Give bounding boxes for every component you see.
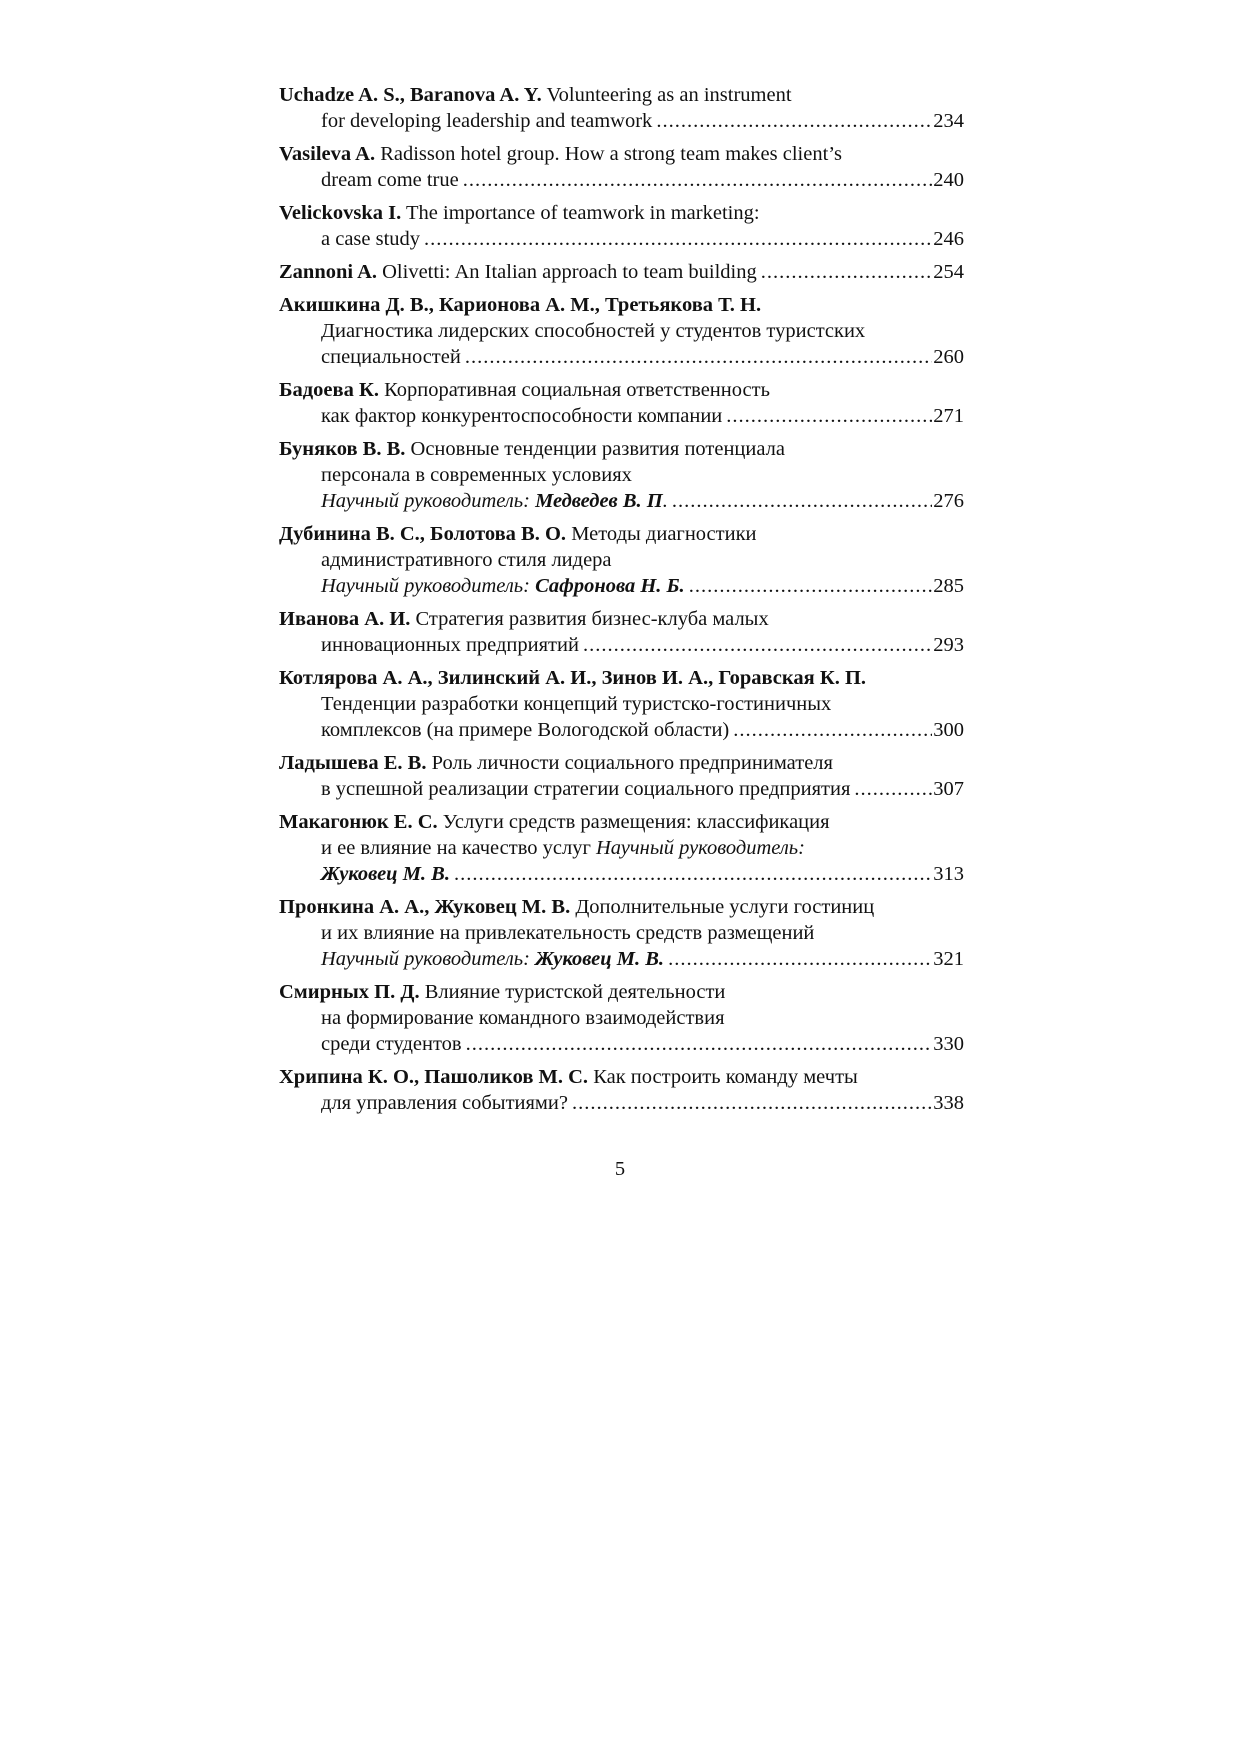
supervisor-name: Сафронова Н. Б.	[535, 575, 685, 597]
toc-entry-last-line	[279, 108, 964, 134]
toc-entry-title: Дополнительные услуги гостиниц	[570, 896, 875, 918]
toc-entry-page: 234	[933, 110, 964, 132]
toc-entry-page: 293	[933, 634, 964, 656]
toc-entry-last-line	[279, 259, 964, 285]
toc-entry-supervisor	[321, 488, 668, 514]
table-of-contents	[279, 82, 964, 1123]
toc-entry-page: 254	[933, 261, 964, 283]
toc-entry-heading	[279, 259, 757, 285]
toc-entry-authors: Хрипина К. О., Пашоликов М. С.	[279, 1066, 589, 1088]
toc-leader-dots	[465, 344, 932, 370]
toc-entry-title: среди студентов	[321, 1033, 462, 1055]
toc-entry-page: 313	[933, 863, 964, 885]
toc-entry-page: 271	[933, 405, 964, 427]
toc-entry	[279, 979, 964, 1057]
toc-entry-title-line	[279, 835, 964, 861]
toc-entry-title: и ее влияние на качество услуг	[321, 837, 596, 859]
toc-entry-title-line: и их влияние на привлекательность средств размещений	[321, 922, 815, 944]
toc-leader-dots	[689, 573, 933, 599]
toc-entry-authors: Ладышева Е. В.	[279, 752, 427, 774]
toc-entry-title-line: на формирование командного взаимодействия	[321, 1007, 725, 1029]
toc-entry-page: 240	[933, 169, 964, 191]
toc-entry-title-line: административного стиля лидера	[321, 549, 612, 571]
supervisor-suffix: .	[662, 490, 668, 512]
toc-leader-dots	[454, 861, 932, 887]
toc-entry-first-line	[279, 1064, 964, 1090]
toc-entry-last-line	[279, 488, 964, 514]
supervisor-label: Научный руководитель:	[321, 490, 536, 512]
toc-entry-title: Корпоративная социальная ответственность	[378, 379, 770, 401]
toc-entry-authors: Акишкина Д. В., Карионова А. М., Третьякова Т. Н.	[279, 294, 762, 316]
toc-entry-last-line	[279, 573, 964, 599]
toc-entry-title: комплексов (на примере Вологодской области)	[321, 719, 730, 741]
toc-entry-last-line	[279, 403, 964, 429]
toc-entry-first-line	[279, 809, 964, 835]
toc-leader-dots	[672, 488, 932, 514]
toc-entry-first-line	[279, 200, 964, 226]
toc-entry-first-line	[279, 82, 964, 108]
toc-entry-title: Методы диагностики	[566, 523, 757, 545]
toc-entry-authors: Vasileva A.	[279, 143, 376, 165]
toc-entry-first-line	[279, 377, 964, 403]
toc-entry-title: Роль личности социального предпринимателя	[426, 752, 833, 774]
toc-entry-last-line	[279, 717, 964, 743]
toc-entry-title: Услуги средств размещения: классификация	[437, 811, 830, 833]
toc-entry-first-line	[279, 750, 964, 776]
toc-entry-title: Влияние туристской деятельности	[419, 981, 726, 1003]
toc-entry-authors-line	[279, 292, 964, 318]
toc-entry-last-line	[279, 167, 964, 193]
toc-entry	[279, 606, 964, 658]
toc-entry-title: для управления событиями?	[321, 1092, 568, 1114]
toc-entry-authors: Буняков В. В.	[279, 438, 406, 460]
toc-entry-last-line	[279, 226, 964, 252]
toc-leader-dots	[656, 108, 932, 134]
toc-entry	[279, 436, 964, 514]
toc-entry-page: 276	[933, 490, 964, 512]
toc-entry	[279, 665, 964, 743]
toc-entry	[279, 750, 964, 802]
toc-leader-dots	[424, 226, 932, 252]
toc-entry-title: Основные тенденции развития потенциала	[405, 438, 785, 460]
toc-entry	[279, 82, 964, 134]
toc-entry-last-line	[279, 344, 964, 370]
toc-entry-authors: Макагонюк Е. С.	[279, 811, 438, 833]
supervisor-name: Жуковец М. В.	[535, 948, 665, 970]
toc-entry	[279, 894, 964, 972]
toc-entry-title-line: Тенденции разработки концепций туристско-гостиничных	[321, 693, 832, 715]
toc-entry-authors: Смирных П. Д.	[279, 981, 420, 1003]
toc-entry-authors: Бадоева К.	[279, 379, 379, 401]
toc-entry	[279, 259, 964, 285]
toc-leader-dots	[854, 776, 932, 802]
toc-entry-first-line	[279, 141, 964, 167]
toc-entry-authors: Котлярова А. А., Зилинский А. И., Зинов И. А., Горавская К. П.	[279, 667, 867, 689]
supervisor-label: Научный руководитель:	[321, 575, 536, 597]
toc-entry-first-line	[279, 894, 964, 920]
toc-entry-title-line: Диагностика лидерских способностей у студентов туристских	[321, 320, 866, 342]
toc-entry-last-line	[279, 776, 964, 802]
toc-leader-dots	[583, 632, 932, 658]
toc-leader-dots	[572, 1090, 932, 1116]
toc-entry-supervisor	[321, 946, 664, 972]
toc-entry-authors: Иванова А. И.	[279, 608, 411, 630]
toc-entry	[279, 200, 964, 252]
toc-entry	[279, 141, 964, 193]
toc-entry-first-line	[279, 979, 964, 1005]
toc-entry-page: 330	[933, 1033, 964, 1055]
toc-entry-page: 307	[933, 778, 964, 800]
toc-leader-dots	[733, 717, 932, 743]
toc-entry-title: a case study	[321, 228, 421, 250]
toc-entry-last-line	[279, 632, 964, 658]
toc-entry-title: специальностей	[321, 346, 461, 368]
toc-entry-supervisor	[321, 861, 450, 887]
toc-entry-title: как фактор конкурентоспособности компании	[321, 405, 723, 427]
toc-entry-authors: Дубинина В. С., Болотова В. О.	[279, 523, 567, 545]
toc-entry	[279, 292, 964, 370]
supervisor-name: Жуковец М. В.	[321, 863, 450, 885]
supervisor-name: Медведев В. П	[535, 490, 663, 512]
toc-entry-first-line	[279, 436, 964, 462]
toc-entry	[279, 809, 964, 887]
supervisor-label: Научный руководитель:	[321, 948, 536, 970]
toc-entry-title: Olivetti: An Italian approach to team building	[377, 261, 757, 283]
toc-entry-last-line	[279, 861, 964, 887]
toc-entry-authors: Пронкина А. А., Жуковец М. В.	[279, 896, 571, 918]
toc-entry-last-line	[279, 946, 964, 972]
toc-entry-title: Radisson hotel group. How a strong team makes client’s	[375, 143, 842, 165]
toc-entry-last-line	[279, 1090, 964, 1116]
toc-entry-title: The importance of teamwork in marketing:	[401, 202, 760, 224]
toc-entry-title: в успешной реализации стратегии социального предприятия	[321, 778, 851, 800]
toc-entry-authors: Zannoni A.	[279, 261, 377, 283]
toc-entry-authors: Uchadze A. S., Baranova A. Y.	[279, 84, 542, 106]
toc-entry-first-line	[279, 606, 964, 632]
toc-entry-page: 338	[933, 1092, 964, 1114]
toc-leader-dots	[466, 1031, 933, 1057]
toc-entry-first-line	[279, 521, 964, 547]
toc-entry-title: Как построить команду мечты	[588, 1066, 858, 1088]
toc-entry-title: dream come true	[321, 169, 459, 191]
toc-entry-authors: Velickovska I.	[279, 202, 402, 224]
toc-entry-title: инновационных предприятий	[321, 634, 579, 656]
toc-entry-page: 260	[933, 346, 964, 368]
toc-entry-title: for developing leadership and teamwork	[321, 110, 653, 132]
toc-leader-dots	[726, 403, 932, 429]
toc-entry-supervisor	[321, 573, 685, 599]
toc-entry-page: 321	[933, 948, 964, 970]
toc-entry-title: Volunteering as an instrument	[541, 84, 792, 106]
toc-entry-page: 285	[933, 575, 964, 597]
toc-entry-last-line	[279, 1031, 964, 1057]
supervisor-label: Научный руководитель:	[596, 837, 805, 859]
page-number: 5	[614, 1158, 626, 1180]
toc-entry-title: Стратегия развития бизнес-клуба малых	[410, 608, 769, 630]
toc-leader-dots	[463, 167, 933, 193]
toc-entry-title-line: персонала в современных условиях	[321, 464, 632, 486]
toc-entry	[279, 377, 964, 429]
toc-entry	[279, 521, 964, 599]
toc-entry-page: 300	[933, 719, 964, 741]
toc-entry-authors-line	[279, 665, 964, 691]
toc-leader-dots	[761, 259, 933, 285]
toc-entry	[279, 1064, 964, 1116]
toc-entry-page: 246	[933, 228, 964, 250]
toc-leader-dots	[668, 946, 932, 972]
